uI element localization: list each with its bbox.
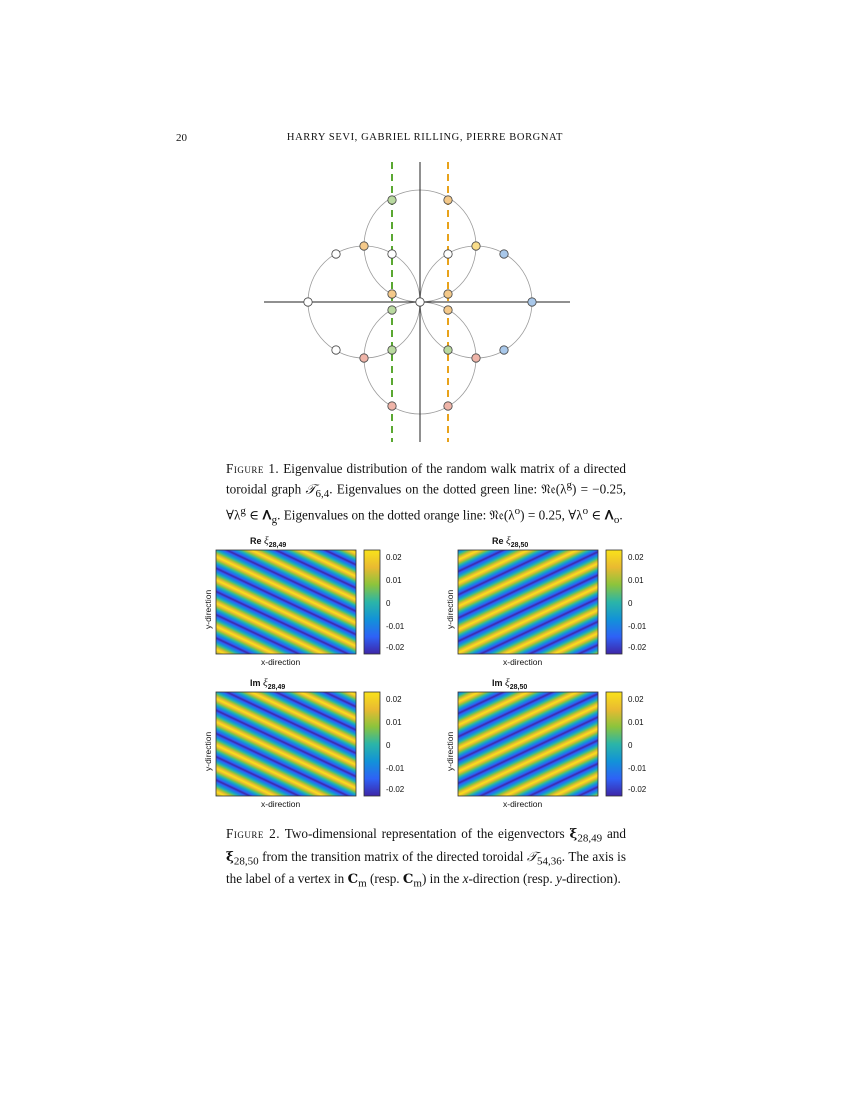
colorbar-tick-label: -0.01 <box>386 622 405 631</box>
eigenvalue-marker <box>500 250 508 258</box>
orange-sup: o <box>514 505 521 518</box>
page-number: 20 <box>176 132 187 144</box>
eigenvalue-marker <box>360 354 368 362</box>
y-axis-label: y-direction <box>203 731 213 771</box>
caption-text: Two-dimensional representation of the eigenvectors <box>284 826 570 841</box>
eigenvalue-marker <box>444 306 452 314</box>
figure1-caption <box>226 460 626 529</box>
heatmap-image <box>458 692 598 796</box>
panel-title-sub: 28,50 <box>509 683 528 691</box>
eigenvalue-marker <box>444 290 452 298</box>
x-axis-label: x-direction <box>503 799 543 809</box>
y-axis-label: y-direction <box>203 589 213 629</box>
green-sup2: g <box>240 505 246 518</box>
panel-title-sub: 28,49 <box>268 541 287 549</box>
set-symbol: 𝐂 <box>402 871 414 887</box>
caption-text: and <box>602 826 626 841</box>
colorbar-tick-label: 0.01 <box>628 576 644 585</box>
orange-sup2: o <box>582 505 589 518</box>
caption-text: . Eigenvalues on the dotted orange line: <box>277 507 490 523</box>
panel-title-prefix: Re <box>250 536 265 546</box>
eigenvalue-marker <box>388 306 396 314</box>
colorbar-tick-label: 0.02 <box>628 553 644 562</box>
colorbar <box>606 692 622 796</box>
colorbar-tick-label: 0 <box>628 599 633 608</box>
eigenvector-panel-im-28-50 <box>437 677 767 809</box>
colorbar-tick-label: 0.02 <box>386 553 402 562</box>
caption-text: ) in the <box>421 871 463 887</box>
caption-end: . <box>619 507 623 523</box>
eigenvalue-marker <box>304 298 312 306</box>
panel-title-symbol: ξ <box>263 677 268 689</box>
eigenvalue-marker <box>360 242 368 250</box>
graph-subscript: 6,4 <box>315 488 330 501</box>
caption-text: Eigenvalue distribution of the random walk matrix of a directed toroidal graph <box>226 461 627 497</box>
green-set-sub: g <box>271 514 278 527</box>
orange-condition: 𝔑𝔢(λ <box>489 507 515 523</box>
colorbar-tick-label: 0.01 <box>628 718 644 727</box>
panel-title-prefix: Im <box>250 678 264 688</box>
green-value: ) = −0.25, ∀λ <box>226 481 627 523</box>
graph-subscript: 54,36 <box>537 855 562 868</box>
running-head: HARRY SEVI, GABRIEL RILLING, PIERRE BORGNAT <box>286 132 564 143</box>
panel-title-prefix: Re <box>492 536 507 546</box>
graph-symbol: 𝒯 <box>526 848 538 864</box>
eigenvalue-marker <box>472 242 480 250</box>
colorbar-tick-label: 0 <box>386 741 391 750</box>
colorbar-tick-label: 0 <box>628 741 633 750</box>
x-axis-label: x-direction <box>261 799 301 809</box>
eigenvalue-marker <box>332 346 340 354</box>
set-symbol: 𝐂 <box>347 871 359 887</box>
set-sub: m <box>358 877 367 890</box>
colorbar-tick-label: 0.01 <box>386 576 402 585</box>
figure2-caption <box>226 825 626 893</box>
x-axis-label: x-direction <box>261 657 301 667</box>
eigenvector-symbol: 𝛏 <box>569 826 578 841</box>
y-axis-label: y-direction <box>445 589 455 629</box>
green-set: ∈ 𝚲 <box>245 507 272 523</box>
colorbar-tick-label: 0 <box>386 599 391 608</box>
orange-value: ) = 0.25, ∀λ <box>520 507 583 523</box>
graph-symbol: 𝒯 <box>305 481 316 497</box>
green-condition: 𝔑𝔢(λ <box>541 481 567 497</box>
caption-text: -direction). <box>561 871 621 887</box>
colorbar-tick-label: -0.02 <box>628 785 647 794</box>
panel-title-symbol: ξ <box>264 535 269 547</box>
panel-title-sub: 28,50 <box>510 541 529 549</box>
colorbar-tick-label: 0.02 <box>386 695 402 704</box>
panel-title-prefix: Im <box>492 678 506 688</box>
colorbar <box>364 550 380 654</box>
caption-text: from the transition matrix of the directed toroidal <box>258 848 527 864</box>
panel-title-symbol: ξ <box>505 677 510 689</box>
eigenvector-symbol: 𝛏 <box>226 848 234 864</box>
eigenvalue-marker <box>444 196 452 204</box>
eigenvalue-marker <box>416 298 424 306</box>
heatmap-image <box>216 692 356 796</box>
eigenvalue-marker <box>528 298 536 306</box>
colorbar-tick-label: 0.02 <box>628 695 644 704</box>
colorbar-tick-label: -0.02 <box>386 643 405 652</box>
colorbar-tick-label: -0.01 <box>628 764 647 773</box>
eigenvector-heatmap <box>437 535 767 660</box>
caption-text: -direction (resp. <box>468 871 556 887</box>
eigenvalue-marker <box>388 196 396 204</box>
colorbar-tick-label: -0.01 <box>628 622 647 631</box>
caption-text: . The axis is the label of a vertex in <box>226 848 626 887</box>
eigenvalue-marker <box>388 290 396 298</box>
colorbar <box>364 692 380 796</box>
eigenvector-heatmap <box>437 677 767 802</box>
set-sub: m <box>413 877 422 890</box>
colorbar-tick-label: -0.02 <box>386 785 405 794</box>
eigenvalue-marker <box>444 346 452 354</box>
colorbar-tick-label: -0.02 <box>628 643 647 652</box>
eigenvalue-marker <box>388 346 396 354</box>
eigenvector-sub: 28,49 <box>577 832 603 845</box>
eigenvalue-marker <box>444 250 452 258</box>
panel-title-sub: 28,49 <box>267 683 286 691</box>
y-axis-label: y-direction <box>445 731 455 771</box>
orange-set-sub: o <box>613 514 620 527</box>
panel-title-symbol: ξ <box>506 535 511 547</box>
figure2-label: Figure 2. <box>226 826 281 841</box>
colorbar-tick-label: 0.01 <box>386 718 402 727</box>
x-symbol: x <box>462 871 469 887</box>
x-axis-label: x-direction <box>503 657 543 667</box>
eigenvalue-marker <box>472 354 480 362</box>
eigenvector-panel-re-28-50 <box>437 535 767 667</box>
caption-text: . Eigenvalues on the dotted green line: <box>329 481 542 497</box>
y-symbol: y <box>556 871 562 887</box>
eigenvector-sub: 28,50 <box>233 855 259 868</box>
caption-text: (resp. <box>366 871 403 887</box>
figure1-label: Figure 1. <box>226 461 280 476</box>
eigenvalue-marker <box>500 346 508 354</box>
colorbar <box>606 550 622 654</box>
eigenvalue-marker <box>332 250 340 258</box>
orange-set: ∈ 𝚲 <box>588 507 614 523</box>
eigenvalue-marker <box>388 250 396 258</box>
green-sup: g <box>566 479 572 491</box>
colorbar-tick-label: -0.01 <box>386 764 405 773</box>
eigenvalue-marker <box>444 402 452 410</box>
eigenvalue-marker <box>388 402 396 410</box>
heatmap-image <box>216 550 356 654</box>
eigenvalue-diagram <box>258 158 574 448</box>
heatmap-image <box>458 550 598 654</box>
